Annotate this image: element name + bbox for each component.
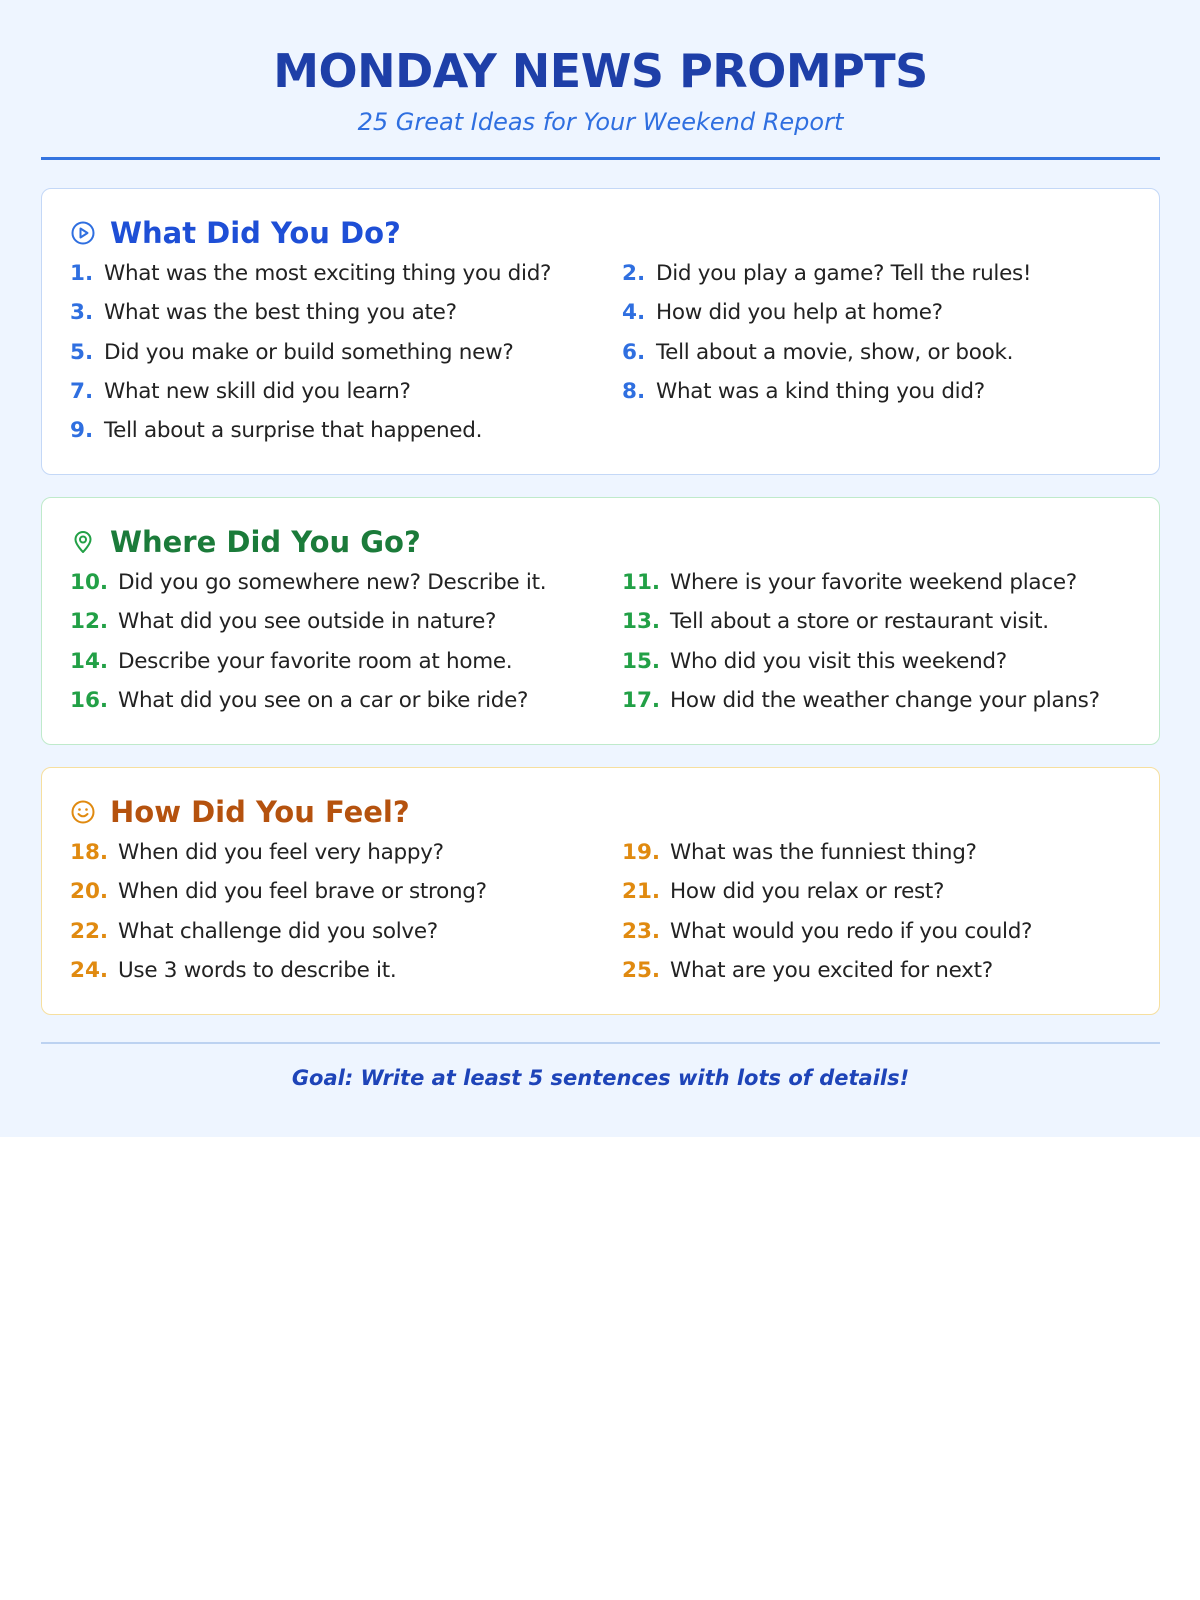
prompt-number: 24. [70, 957, 109, 983]
prompt-text: What are you excited for next? [670, 957, 993, 983]
prompt-list [70, 840, 1131, 997]
prompt-number: 6. [622, 339, 646, 365]
prompt-item [70, 379, 622, 418]
prompt-item [622, 958, 1131, 997]
prompt-text: How did you relax or rest? [670, 879, 945, 905]
prompt-item [622, 840, 1131, 879]
prompt-text: Did you make or build something new? [104, 339, 514, 365]
prompt-item [70, 958, 622, 997]
page-subtitle: 25 Great Ideas for Your Weekend Report [357, 108, 844, 136]
prompt-item [622, 609, 1131, 648]
section-header [70, 211, 1131, 255]
prompt-item [622, 340, 1131, 379]
prompt-item [622, 300, 1131, 339]
prompt-number: 11. [622, 570, 661, 595]
prompt-text: How did the weather change your plans? [670, 687, 1100, 713]
prompt-number: 15. [622, 648, 661, 674]
section-title: How Did You Feel? [110, 795, 410, 829]
prompt-item [70, 261, 622, 300]
map-pin-icon [70, 529, 96, 555]
section-what-did-you-do [41, 188, 1160, 475]
prompt-item [70, 879, 622, 918]
prompt-item [70, 919, 622, 958]
prompt-text: Did you play a game? Tell the rules! [656, 261, 1032, 286]
prompt-number: 12. [70, 609, 109, 635]
prompt-text: What was a kind thing you did? [656, 378, 985, 404]
play-circle-icon [70, 220, 96, 246]
smiley-face-icon [70, 799, 96, 825]
prompt-text: What was the funniest thing? [670, 840, 977, 865]
section-how-did-you-feel [41, 767, 1160, 1015]
section-header [70, 520, 1131, 564]
prompt-number: 18. [70, 840, 109, 865]
prompt-number: 17. [622, 687, 661, 713]
prompt-text: What challenge did you solve? [118, 918, 438, 944]
prompt-item [70, 418, 622, 457]
prompt-text: Describe your favorite room at home. [118, 648, 513, 674]
prompt-number: 23. [622, 918, 661, 944]
prompt-item [622, 379, 1131, 418]
prompt-number: 13. [622, 609, 661, 635]
prompt-text: Use 3 words to describe it. [118, 957, 397, 983]
prompt-text: What was the most exciting thing you did? [104, 261, 552, 286]
prompt-text: Tell about a movie, show, or book. [656, 339, 1014, 365]
prompt-text: Did you go somewhere new? Describe it. [118, 570, 547, 595]
page-header [41, 40, 1160, 138]
prompt-text: What would you redo if you could? [670, 918, 1033, 944]
prompt-number: 2. [622, 261, 646, 286]
prompt-text: How did you help at home? [656, 300, 943, 326]
prompt-list [70, 261, 1131, 457]
prompt-text: Tell about a store or restaurant visit. [670, 609, 1049, 635]
prompt-item [622, 688, 1131, 727]
goal-text: Goal: Write at least 5 sentences with lots of details! [291, 1066, 910, 1090]
prompt-item [622, 570, 1131, 609]
page-title: MONDAY NEWS PROMPTS [273, 44, 928, 98]
prompt-item [622, 919, 1131, 958]
section-header [70, 790, 1131, 834]
prompt-item [622, 261, 1131, 300]
prompt-text: Tell about a surprise that happened. [104, 418, 483, 444]
prompt-item [70, 570, 622, 609]
prompt-item [622, 879, 1131, 918]
prompt-text: What new skill did you learn? [104, 378, 411, 404]
prompt-number: 7. [70, 378, 94, 404]
prompt-item [70, 840, 622, 879]
prompt-list [70, 570, 1131, 727]
prompt-number: 19. [622, 840, 661, 865]
prompt-item [70, 609, 622, 648]
footer-divider [41, 1042, 1160, 1044]
prompt-number: 9. [70, 418, 94, 444]
prompt-text: When did you feel brave or strong? [118, 879, 487, 905]
prompt-text: What did you see outside in nature? [118, 609, 497, 635]
prompt-number: 8. [622, 378, 646, 404]
prompt-text: What did you see on a car or bike ride? [118, 687, 529, 713]
prompt-text: When did you feel very happy? [118, 840, 444, 865]
section-title: Where Did You Go? [110, 525, 421, 559]
prompt-number: 5. [70, 339, 94, 365]
prompt-number: 22. [70, 918, 109, 944]
prompt-number: 14. [70, 648, 109, 674]
prompt-number: 25. [622, 957, 661, 983]
prompt-number: 16. [70, 687, 109, 713]
prompt-number: 3. [70, 300, 94, 326]
prompt-text: What was the best thing you ate? [104, 300, 457, 326]
header-divider [41, 157, 1160, 160]
section-title: What Did You Do? [110, 216, 401, 250]
prompt-number: 4. [622, 300, 646, 326]
section-where-did-you-go [41, 497, 1160, 745]
prompt-text: Where is your favorite weekend place? [670, 570, 1077, 595]
prompt-item [70, 340, 622, 379]
prompt-item [70, 688, 622, 727]
prompt-item [70, 649, 622, 688]
prompt-item [70, 300, 622, 339]
prompt-number: 21. [622, 879, 661, 905]
prompt-number: 10. [70, 570, 109, 595]
prompt-text: Who did you visit this weekend? [670, 648, 1007, 674]
prompt-number: 20. [70, 879, 109, 905]
prompt-number: 1. [70, 261, 94, 286]
prompt-item [622, 649, 1131, 688]
